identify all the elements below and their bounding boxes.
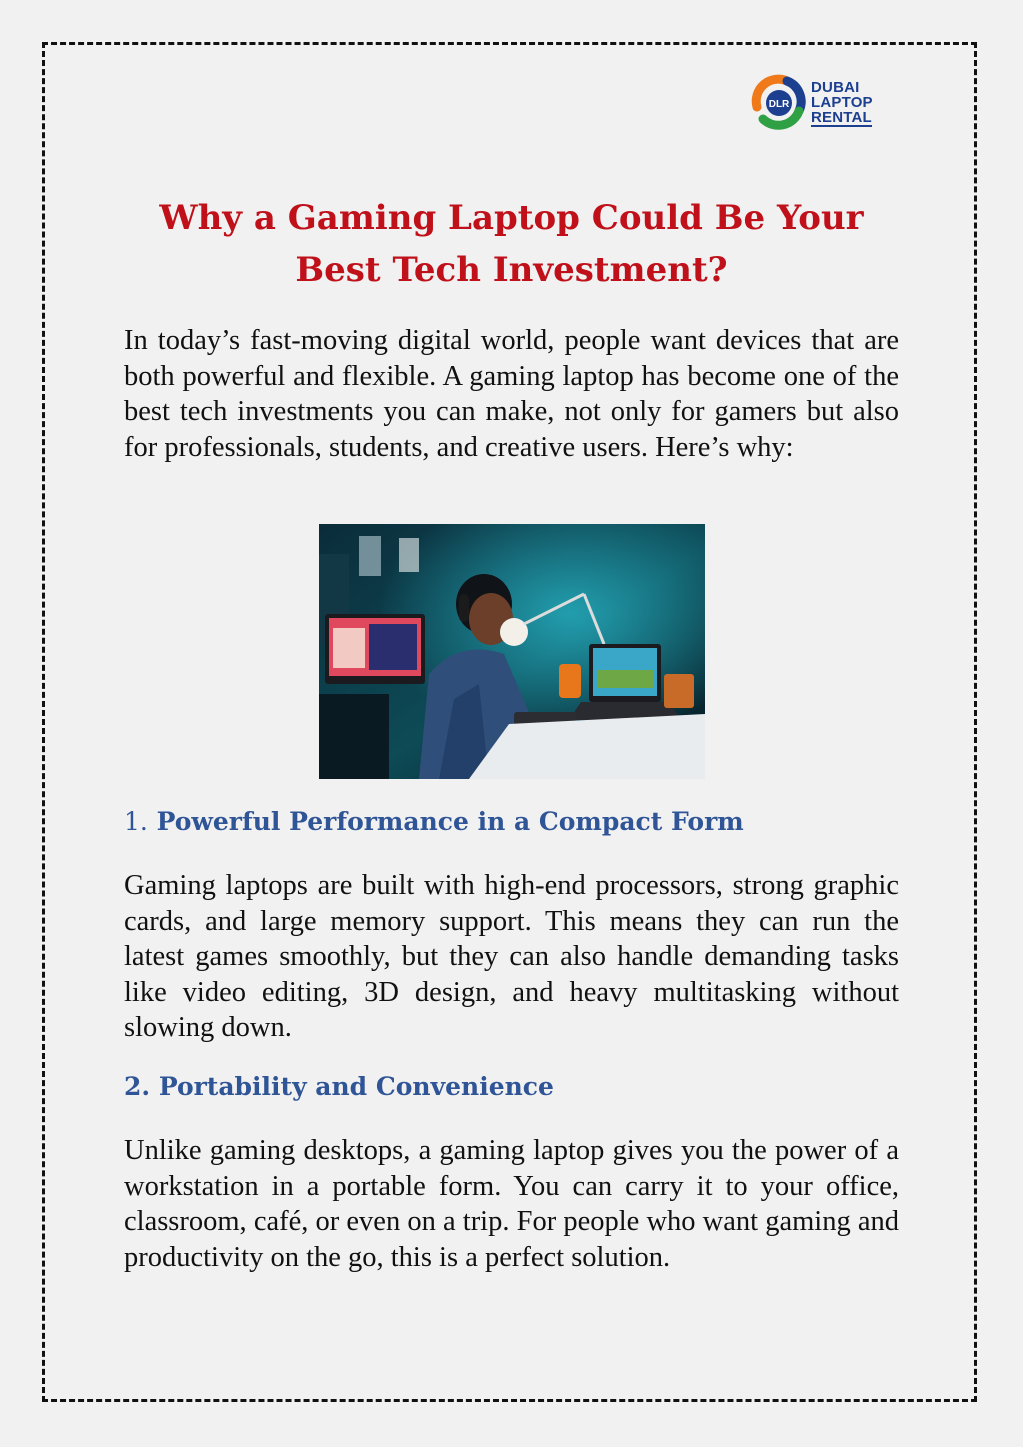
logo-line-dubai: DUBAI — [811, 79, 860, 96]
dubai-laptop-rental-logo — [749, 73, 889, 131]
section-2-title: Portability and Convenience — [158, 1072, 554, 1101]
section-1-title: Powerful Performance in a Compact Form — [156, 807, 744, 836]
logo-line-rental: RENTAL — [811, 109, 872, 126]
page-title-line-1: Why a Gaming Laptop Could Be Your — [159, 198, 864, 238]
page-title-line-2: Best Tech Investment? — [295, 250, 728, 290]
page-title — [80, 192, 943, 296]
section-2-heading — [124, 1070, 554, 1104]
dlr-badge-icon — [749, 73, 811, 131]
section-1-number: 1. — [124, 807, 148, 836]
logo-badge-text: DLR — [768, 99, 790, 110]
gamer-with-laptop-photo — [319, 524, 705, 779]
logo-wordmark — [811, 80, 873, 127]
intro-paragraph: In today’s fast-moving digital world, people want devices that are both powerful and flexible. A gaming laptop has become one of the best tech investments you can make, not only for gamers but also for professionals, students, and creative users. Here’s why: — [124, 325, 899, 463]
section-2-body: Unlike gaming desktops, a gaming laptop gives you the power of a workstation in a portable form. You can carry it to your office, classroom, café, or even on a trip. For people who want gaming and productivity on the go, this is a perfect solution. — [124, 1135, 899, 1273]
section-2-number: 2. — [124, 1072, 151, 1101]
section-1-heading — [124, 805, 744, 839]
section-1-body: Gaming laptops are built with high-end processors, strong graphic cards, and large memory support. This means they can run the latest games smoothly, but they can also handle demanding tasks like video editing, 3D design, and heavy multitasking without slowing down. — [124, 870, 899, 1043]
logo-line-laptop: LAPTOP — [811, 94, 873, 111]
